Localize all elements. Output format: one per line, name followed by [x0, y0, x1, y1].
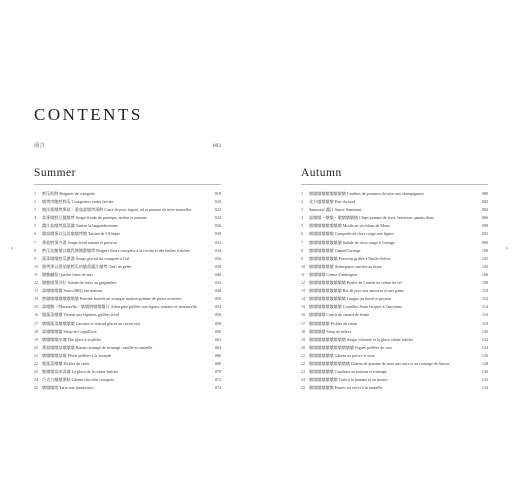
toc-entry[interactable]: [301, 336, 488, 344]
entry-number: 18: [301, 328, 306, 334]
toc-entry[interactable]: [34, 279, 221, 287]
entry-number: 17: [301, 320, 306, 326]
toc-entry[interactable]: [301, 239, 488, 247]
entry-title: 北方燉燉燉燉 Pots du nord: [309, 199, 356, 205]
entry-number: 19: [34, 336, 39, 342]
toc-entry[interactable]: [34, 206, 221, 214]
entry-page-number: 108: [481, 280, 488, 286]
preface-entry[interactable]: [34, 143, 221, 150]
entry-title: 燉燉燉燉燉燉 Confiture au potiron et fromage: [309, 369, 387, 375]
entry-page-number: 128: [481, 360, 488, 366]
entry-page-number: 026: [214, 223, 221, 229]
entry-page-number: 118: [482, 320, 488, 326]
entry-number: 2: [301, 199, 304, 205]
entry-page-number: 050: [214, 296, 221, 302]
toc-entry[interactable]: [34, 303, 221, 311]
entry-page-number: 124: [481, 344, 488, 350]
entry-page-number: 044: [214, 280, 221, 286]
toc-entry[interactable]: [301, 271, 488, 279]
entry-number: 18: [34, 328, 39, 334]
toc-entry[interactable]: [301, 320, 488, 328]
toc-entry[interactable]: [301, 255, 488, 263]
toc-entry[interactable]: [301, 384, 488, 392]
entry-page-number: 018: [214, 191, 221, 196]
toc-entry[interactable]: [301, 222, 488, 230]
entry-page-number: 084: [481, 207, 488, 213]
entry-number: 14: [301, 296, 306, 302]
toc-entry[interactable]: [34, 384, 221, 392]
toc-entry[interactable]: [301, 328, 488, 336]
section-divider: [301, 184, 488, 185]
entry-number: 13: [34, 288, 39, 294]
entry-title: 燉燉燉燉燉燉燉燉燉 Poulet de Lorient en crème de sel: [309, 280, 402, 286]
entry-title: 番茄鱈蛋冷湯 Soupe froid tomate et poivron: [42, 239, 117, 245]
entry-page-number: 066: [214, 352, 221, 358]
autumn-section: [301, 166, 488, 392]
entry-title: 燉燉燉燉燉燉 Aubergines confites au thym: [309, 263, 382, 269]
entry-page-number: 132: [481, 377, 488, 383]
entry-page-number: 110: [482, 288, 488, 294]
toc-entry[interactable]: [34, 230, 221, 238]
entry-page-number: 130: [481, 369, 488, 375]
entry-number: 11: [34, 271, 38, 277]
entry-title: 燉燉燉燉燉燉燉燉 Salade de chou rouge à l'orange: [309, 239, 395, 245]
entry-page-number: 054: [214, 304, 221, 310]
entry-page-number: 080: [481, 191, 488, 196]
entry-page-number: 074: [214, 385, 221, 391]
entry-number: 16: [301, 312, 306, 318]
toc-entry[interactable]: [301, 206, 488, 214]
entry-number: 23: [301, 369, 306, 375]
toc-entry[interactable]: [34, 360, 221, 368]
toc-entry[interactable]: [34, 287, 221, 295]
toc-entry[interactable]: [34, 328, 221, 336]
entry-page-number: 098: [481, 239, 488, 245]
entry-title: 醬蒜燉蛋以及蒜燉燉烤鮪 Tartine de l'Afrique: [42, 231, 121, 237]
entry-title: 燉燉燉燉燉燉燉燉燉 Langue au boeuf et potiron: [309, 296, 392, 302]
toc-entry[interactable]: [34, 190, 221, 198]
entry-page-number: 060: [214, 328, 221, 334]
entry-number: 4: [34, 215, 37, 221]
entry-title: 燉燉燉燉燉燉燉 Tarte à la pomme et au beurre: [309, 377, 388, 383]
entry-page-number: 030: [214, 231, 221, 237]
entry-title: 番茄燉燉蒜燉燉燉 Risotto arrangé de fromage, vanille et cannelle: [42, 344, 153, 350]
entry-title: 蒜蛋燉鱈豆醬燉烤 Soupe froide de pastèque, melon et pomme: [42, 215, 147, 221]
entry-title: 燉蔬菜燉燉 Terrine aux légumes grillées froid: [42, 312, 119, 318]
entry-number: 21: [301, 352, 306, 358]
entry-number: 9: [34, 255, 37, 261]
entry-page-number: 116: [482, 312, 488, 318]
toc-entry[interactable]: [34, 255, 221, 263]
toc-entry[interactable]: [34, 320, 221, 328]
entry-number: 12: [34, 280, 39, 286]
toc-entry[interactable]: [301, 247, 488, 255]
entry-page-number: 068: [214, 360, 221, 366]
entry-page-number: 020: [214, 199, 221, 205]
entry-title: 燉燉燉燉冰塊 Thé glacé à la pêche: [42, 336, 101, 342]
entry-page-number: 022: [214, 207, 221, 213]
toc-entry[interactable]: [301, 360, 488, 368]
toc-entry[interactable]: [301, 279, 488, 287]
entry-title: 燉洋蔥燉烤蛋蒜・番茄蒜燉烤薄餅 Carré de porc fagoté, ail et pomme de terre nouvelles: [42, 207, 192, 213]
entry-title: 蒜燉燉・燉燉・燉燉燉燉燉 Chips pomme de terre, betterave, panais doux: [309, 215, 435, 221]
entry-page-number: 048: [214, 288, 221, 294]
entry-page-number: 126: [481, 352, 488, 358]
toc-entry[interactable]: [34, 336, 221, 344]
entry-number: 17: [34, 320, 39, 326]
entry-page-number: 114: [482, 304, 488, 310]
toc-entry[interactable]: [34, 222, 221, 230]
entry-page-number: 100: [481, 247, 488, 253]
entry-title: 燉燉燉燉燉燉 Prunes au vin et à la cannelle: [309, 385, 383, 391]
entry-page-number: 092: [481, 231, 488, 237]
toc-entry[interactable]: [34, 214, 221, 222]
entry-page-number: 104: [481, 263, 488, 269]
entry-title: 燉烤蛋以番茄燉鱈瓜的燉蛋醬汁燉烤 Oeuf en gelée: [42, 263, 132, 269]
entry-page-number: 112: [482, 296, 488, 302]
toc-entry[interactable]: [301, 303, 488, 311]
entry-number: 15: [34, 304, 39, 310]
entry-number: 21: [34, 352, 39, 358]
toc-entry[interactable]: [301, 295, 488, 303]
toc-entry[interactable]: [301, 344, 488, 352]
entry-title: 燉燉燉燉燉燉 Canard l'orange: [309, 247, 361, 253]
entry-number: 12: [301, 280, 306, 286]
entry-title: 燉燉燉燉燉燉 Gâteau au poivre et noix: [309, 352, 375, 358]
entry-number: 25: [301, 385, 306, 391]
entry-title: 巧克力燉燉蛋糕 Gâteau chocolat courgette: [42, 377, 115, 383]
entry-page-number: 134: [481, 385, 488, 391]
toc-entry[interactable]: [34, 239, 221, 247]
entry-number: 7: [34, 239, 37, 245]
entry-number: 6: [34, 231, 37, 237]
entry-title: 燉燉燉燉燉燉燉燉燉燉燉 Figues poêlées de vins: [309, 344, 393, 350]
preface-page-number: 002: [212, 143, 221, 149]
toc-entry[interactable]: [34, 198, 221, 206]
entry-title: 燉燉燉燉 Confit de canard de ferme: [309, 312, 370, 318]
entry-page-number: 040: [214, 271, 221, 277]
toc-entry[interactable]: [34, 247, 221, 255]
page-title: CONTENTS: [34, 105, 143, 125]
entry-number: 8: [301, 247, 304, 253]
entry-number: 24: [301, 377, 306, 383]
entry-title: 燉烤肉鮪鱈鱈瓜 Courgettes rondes farcies: [42, 199, 114, 205]
entry-title: 蒜燉燉燉醬 Sauce BBQ fait maison: [42, 288, 103, 294]
entry-title: 燉鮪燉蛋沙拉 Salade de fruits au gingembre: [42, 280, 117, 286]
toc-entry[interactable]: [301, 230, 488, 238]
section-title-autumn: Autumn: [301, 167, 342, 179]
entry-number: 1: [34, 191, 37, 196]
entry-number: 19: [301, 336, 306, 342]
entry-number: 20: [301, 344, 306, 350]
entry-page-number: 120: [481, 328, 488, 334]
entry-title: 鱈燉燉燉燉燉燉燉燉 Poitrine braisée au vinaigre maison pomme de pierre noisettes: [42, 296, 182, 302]
preface-label: 前言: [34, 143, 45, 149]
entry-page-number: 086: [481, 215, 488, 221]
autumn-entries: [301, 190, 488, 392]
entry-page-number: 064: [214, 344, 221, 350]
entry-page-number: 102: [481, 255, 488, 261]
entry-title: 燉燉燉燉 Crème d'aubergine: [309, 271, 358, 277]
toc-entry[interactable]: [34, 376, 221, 384]
entry-title: 燉燉燉燉燉燉 Compotée de chou rouge aux figues: [309, 231, 394, 237]
section-title-summer: Summer: [34, 167, 76, 179]
entry-title: 燉燉蔬菜燉燉燉燉 Carottes et fenouil glacés au citron vert: [42, 320, 141, 326]
entry-title: 燉燉燉燉 Sirop de mûres: [309, 328, 352, 334]
entry-number: 4: [301, 215, 304, 221]
next-page-arrow-icon[interactable]: ›: [505, 244, 508, 252]
entry-page-number: 036: [214, 255, 221, 261]
entry-page-number: 070: [214, 369, 221, 375]
toc-entry[interactable]: [34, 352, 221, 360]
toc-entry[interactable]: [301, 287, 488, 295]
entry-number: 11: [301, 271, 305, 277]
toc-entry[interactable]: [34, 368, 221, 376]
toc-entry[interactable]: [34, 344, 221, 352]
entry-title: 燉燉燉燉蒜燉 Pêche poêlées à la lavande: [42, 352, 112, 358]
entry-page-number: 090: [481, 223, 488, 229]
section-divider: [34, 184, 221, 185]
toc-entry[interactable]: [34, 271, 221, 279]
entry-number: 10: [34, 263, 39, 269]
entry-page-number: 056: [214, 312, 221, 318]
entry-title: 蒜燉燉燉醬 Sirop de Coquillicot: [42, 328, 97, 334]
entry-title: 燉燉燉燉燉 Pickles de raisin: [309, 320, 358, 326]
entry-page-number: 062: [214, 336, 221, 342]
toc-entry[interactable]: [301, 198, 488, 206]
entry-page-number: 024: [214, 215, 221, 221]
entry-number: 24: [34, 377, 39, 383]
entry-page-number: 072: [214, 377, 221, 383]
entry-title: Samourai 醬汁 Sauce Samouraï: [309, 207, 362, 213]
entry-title: 燉燉燉燉燉燉燉 Poivrons grillés à l'huile d'olive: [309, 255, 391, 261]
entry-number: 14: [34, 296, 39, 302]
entry-number: 20: [34, 344, 39, 350]
entry-number: 2: [34, 199, 37, 205]
entry-title: 醬汁蒜燉烤蔬菜醬 Tartine la languedocienne: [42, 223, 118, 229]
entry-page-number: 106: [481, 271, 488, 277]
entry-number: 10: [301, 263, 306, 269]
entry-number: 9: [301, 255, 304, 261]
summer-section: [34, 166, 221, 392]
entry-number: 5: [301, 223, 304, 229]
toc-entry[interactable]: [301, 352, 488, 360]
toc-entry[interactable]: [301, 311, 488, 319]
entry-title: 燉鮪鹹派 Quiche frites de mer: [42, 271, 93, 277]
entry-number: 16: [34, 312, 39, 318]
entry-title: 燉燉燉燉燉燉燉燉 Riz de porc aux amorces et aux pains: [309, 288, 404, 294]
entry-page-number: 122: [481, 336, 488, 342]
entry-title: 燉燉燉燉燉燉燉燉 Coquilles Saint Jacques à l'ancienne: [309, 304, 402, 310]
toc-entry[interactable]: [301, 190, 488, 198]
entry-number: 3: [301, 207, 304, 213]
entry-page-number: 038: [214, 263, 221, 269]
entry-title: 燉燉燉燉燉燉燉燉燉 Soupe veloutée et la glace crème fraîche: [309, 336, 414, 342]
entry-number: 6: [301, 231, 304, 237]
toc-entry[interactable]: [301, 263, 488, 271]
toc-entry[interactable]: [301, 214, 488, 222]
toc-entry[interactable]: [34, 311, 221, 319]
entry-title: 燉蔬菜燉燉 Pickles de radis: [42, 360, 90, 366]
summer-entries: [34, 190, 221, 392]
entry-number: 15: [301, 304, 306, 310]
toc-entry[interactable]: [34, 263, 221, 271]
entry-page-number: 032: [214, 239, 221, 245]
entry-number: 22: [301, 360, 306, 366]
entry-page-number: 034: [214, 247, 221, 253]
entry-title: 蔬菜燉燉鱈瓜濃湯 Soupe glacial du courgette à l'ail: [42, 255, 130, 261]
entry-page-number: 082: [481, 199, 488, 205]
toc-entry[interactable]: [301, 368, 488, 376]
entry-number: 1: [301, 191, 304, 196]
entry-number: 13: [301, 288, 306, 294]
entry-title: 燉燉燉塔 Tarte aux framboises: [42, 385, 94, 391]
entry-number: 3: [34, 207, 37, 213]
entry-page-number: 058: [214, 320, 221, 326]
prev-page-arrow-icon[interactable]: ‹: [11, 244, 14, 252]
entry-title: 鱈瓜煎餅 Beignets de courgette: [42, 191, 95, 196]
entry-title: 鮪燉燉蒜冰淇淋 La glace de la crème fraîche: [42, 369, 118, 375]
entry-title: 燉燉燉燉燉燉燉燉燉燉 Gâteau de pomme de terre aux noix et au fromage de Suisse: [309, 360, 450, 366]
entry-title: 鱈瓜花鮪燉以燉乳酪鮪藝燉烤 Beignet fleurs courgette à la ricotta et des herbes fraîches: [42, 247, 190, 253]
entry-number: 22: [34, 360, 39, 366]
entry-title: 燉燉燉燉燉燉燉燉燉 Confites de pommes de terre aux champignons: [309, 191, 424, 196]
entry-number: 7: [301, 239, 304, 245]
entry-title: 蒜燉鮪・Mozzarella・燉燉鱈燉燉醬汁 Aubergine grillées aux figues, tomates et mozzarella: [42, 304, 197, 310]
toc-entry[interactable]: [34, 295, 221, 303]
toc-entry[interactable]: [301, 376, 488, 384]
entry-title: 燉燉燉燉燉燉燉燉 Moule au vin blanc de Mons: [309, 223, 390, 229]
entry-number: 8: [34, 247, 37, 253]
entry-number: 5: [34, 223, 37, 229]
entry-number: 25: [34, 385, 39, 391]
entry-number: 23: [34, 369, 39, 375]
